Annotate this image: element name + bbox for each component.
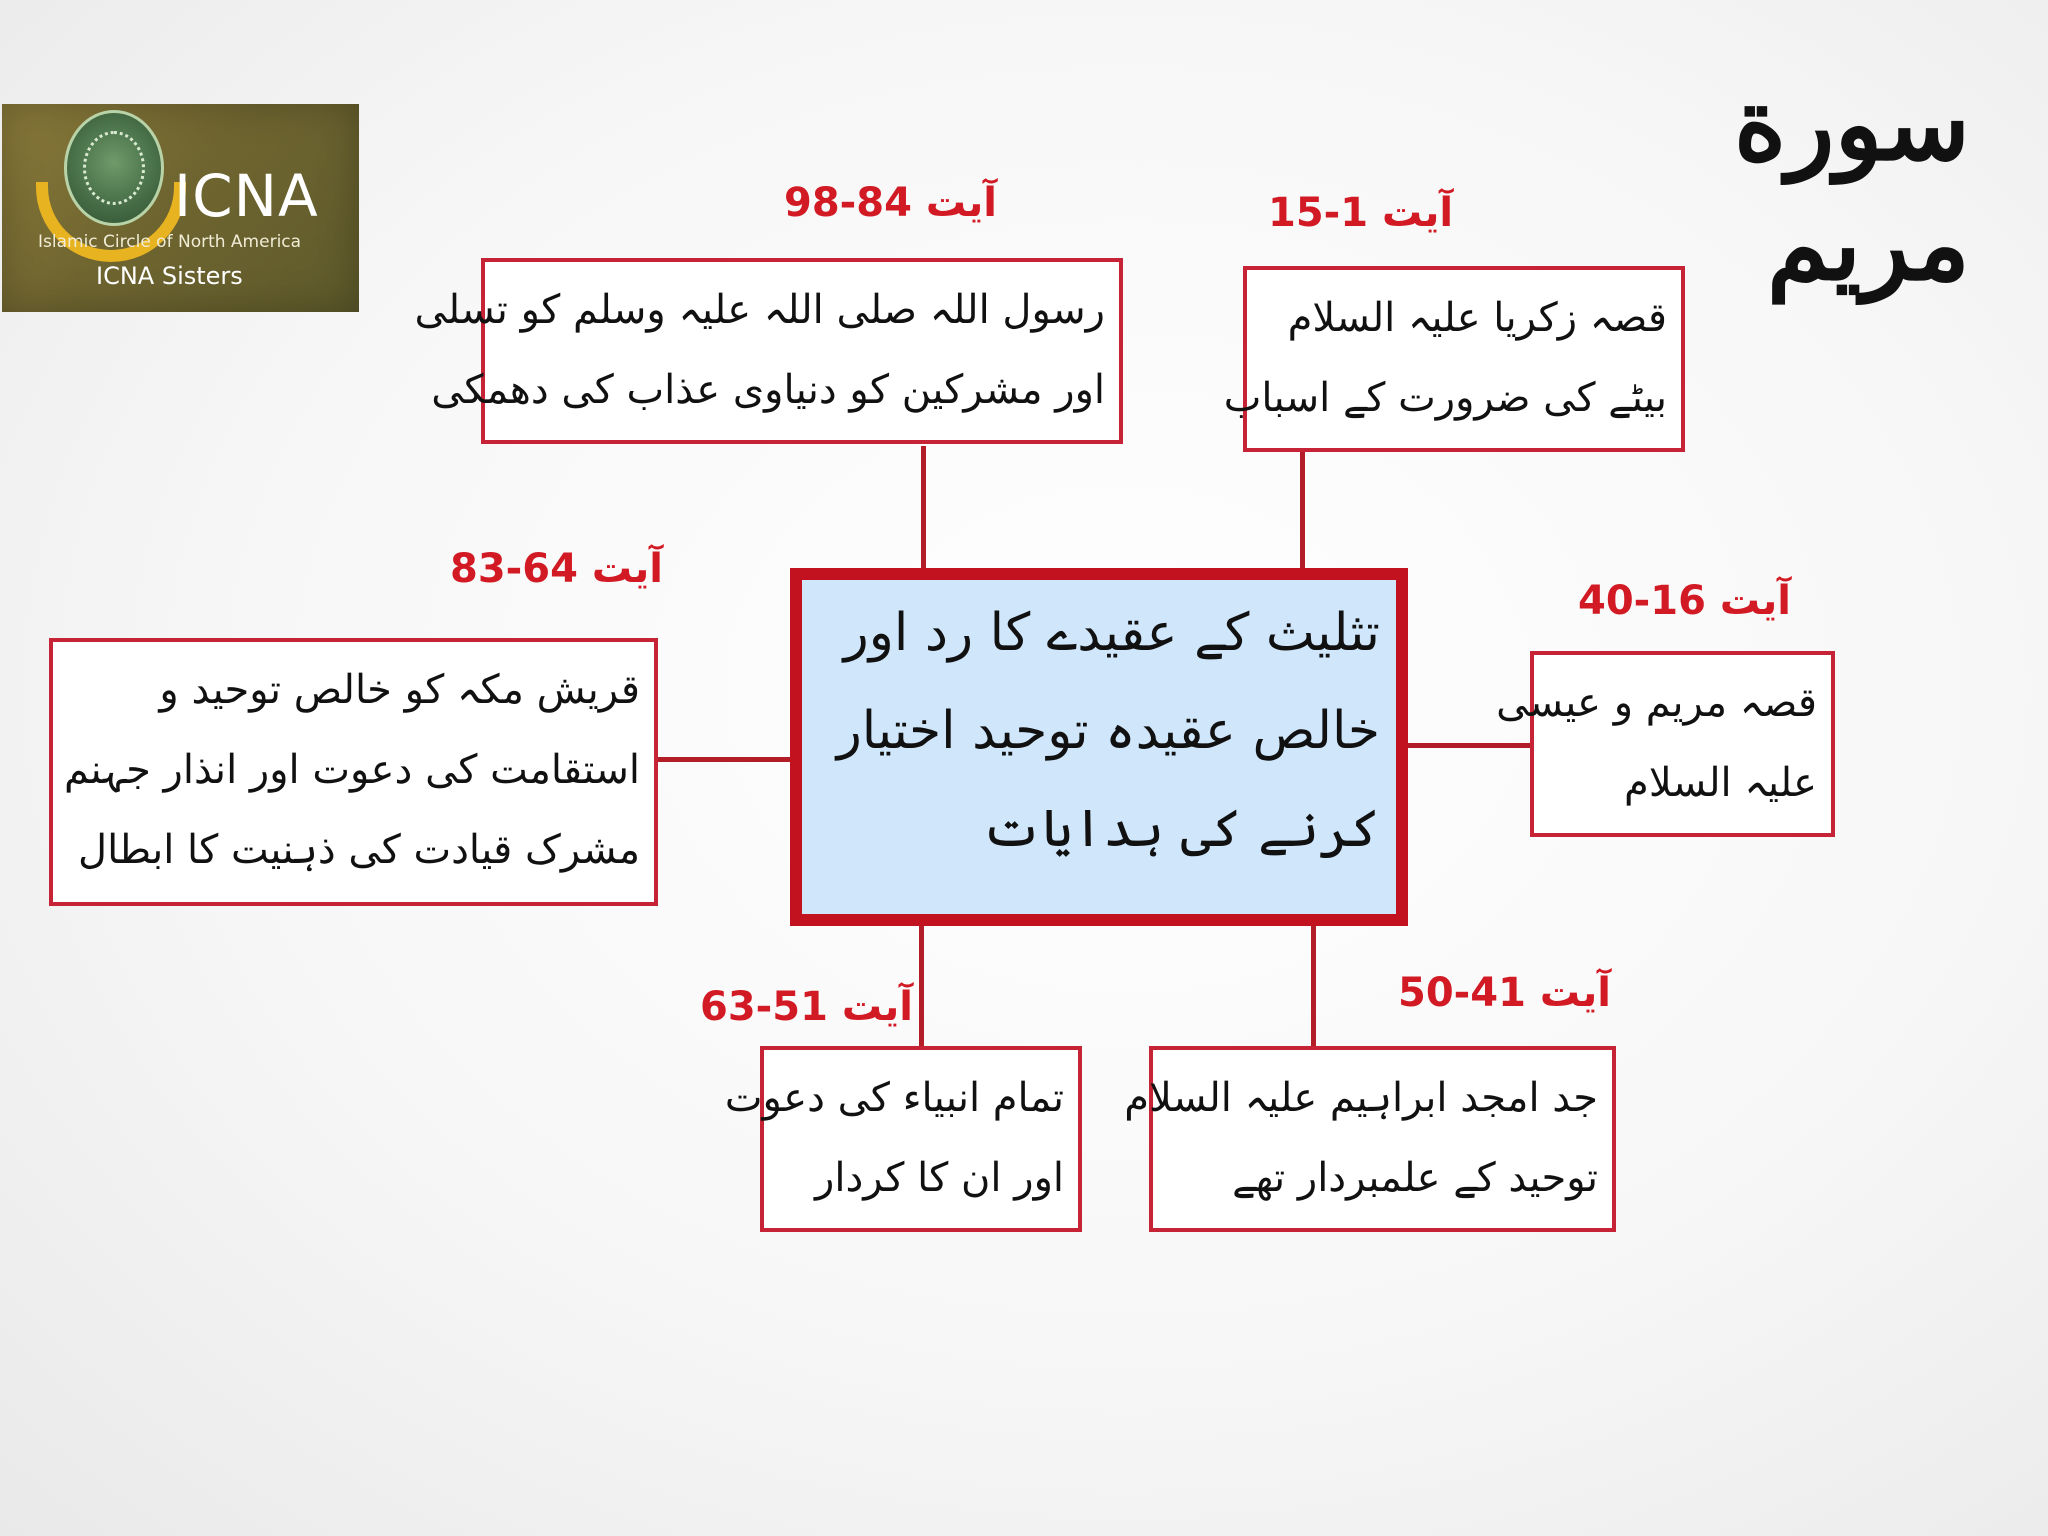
connector-top-left xyxy=(921,446,926,570)
node-box-top-left xyxy=(414,258,1123,444)
node-line: مشرک قیادت کی ذہنیت کا ابطال xyxy=(78,827,640,873)
node-line: استقامت کی دعوت اور انذار جہنم xyxy=(63,747,640,793)
node-line: جد امجد ابراہیم علیہ السلام xyxy=(1124,1075,1598,1121)
node-line: رسول اللہ صلی اللہ علیہ وسلم کو تسلی xyxy=(414,287,1105,333)
node-line: توحید کے علمبردار تھے xyxy=(1232,1155,1598,1201)
node-box-top-right xyxy=(1223,266,1685,452)
ayah-label-bottom-left: آیت 51-63 xyxy=(700,984,913,1030)
ayah-label-right: آیت 16-40 xyxy=(1578,578,1791,624)
connector-top-right xyxy=(1300,450,1305,570)
node-line: بیٹے کی ضرورت کے اسباب xyxy=(1223,375,1667,421)
ayah-label-top-left: آیت 84-98 xyxy=(784,180,997,226)
connector-right xyxy=(1406,743,1534,748)
center-line: خالص عقیدہ توحید اختیار xyxy=(836,701,1380,761)
node-box-bottom-left xyxy=(724,1046,1082,1232)
logo-tagline: ICNA Sisters xyxy=(96,262,243,290)
logo-brand: ICNA xyxy=(174,162,319,230)
center-line: تثلیث کے عقیدے کا رد اور xyxy=(843,603,1380,663)
node-box-left xyxy=(49,638,658,906)
slide-title: سورة مریم xyxy=(1733,65,1970,303)
ayah-label-bottom-right: آیت 41-50 xyxy=(1398,970,1611,1016)
node-line: علیہ السلام xyxy=(1624,760,1817,806)
node-line: قصہ مریم و عیسی xyxy=(1496,680,1817,726)
ayah-label-top-right: آیت 1-15 xyxy=(1268,190,1454,236)
ayah-label-left: آیت 64-83 xyxy=(450,546,663,592)
connector-bottom-left xyxy=(919,924,924,1048)
icna-logo xyxy=(2,104,359,312)
node-line: تمام انبیاء کی دعوت xyxy=(724,1075,1064,1121)
node-box-right xyxy=(1496,651,1835,837)
node-box-bottom-right xyxy=(1124,1046,1616,1232)
central-theme-box xyxy=(790,568,1408,926)
node-line: اور مشرکین کو دنیاوی عذاب کی دھمکی xyxy=(431,367,1105,413)
connector-bottom-right xyxy=(1311,924,1316,1048)
center-line: کرنے کی ہدایات xyxy=(981,799,1380,859)
connector-left xyxy=(654,757,792,762)
node-line: قصہ زکریا علیہ السلام xyxy=(1287,295,1667,341)
logo-subtitle: Islamic Circle of North America xyxy=(38,232,302,252)
node-line: قریش مکہ کو خالص توحید و xyxy=(159,667,640,713)
node-line: اور ان کا کردار xyxy=(815,1155,1064,1201)
